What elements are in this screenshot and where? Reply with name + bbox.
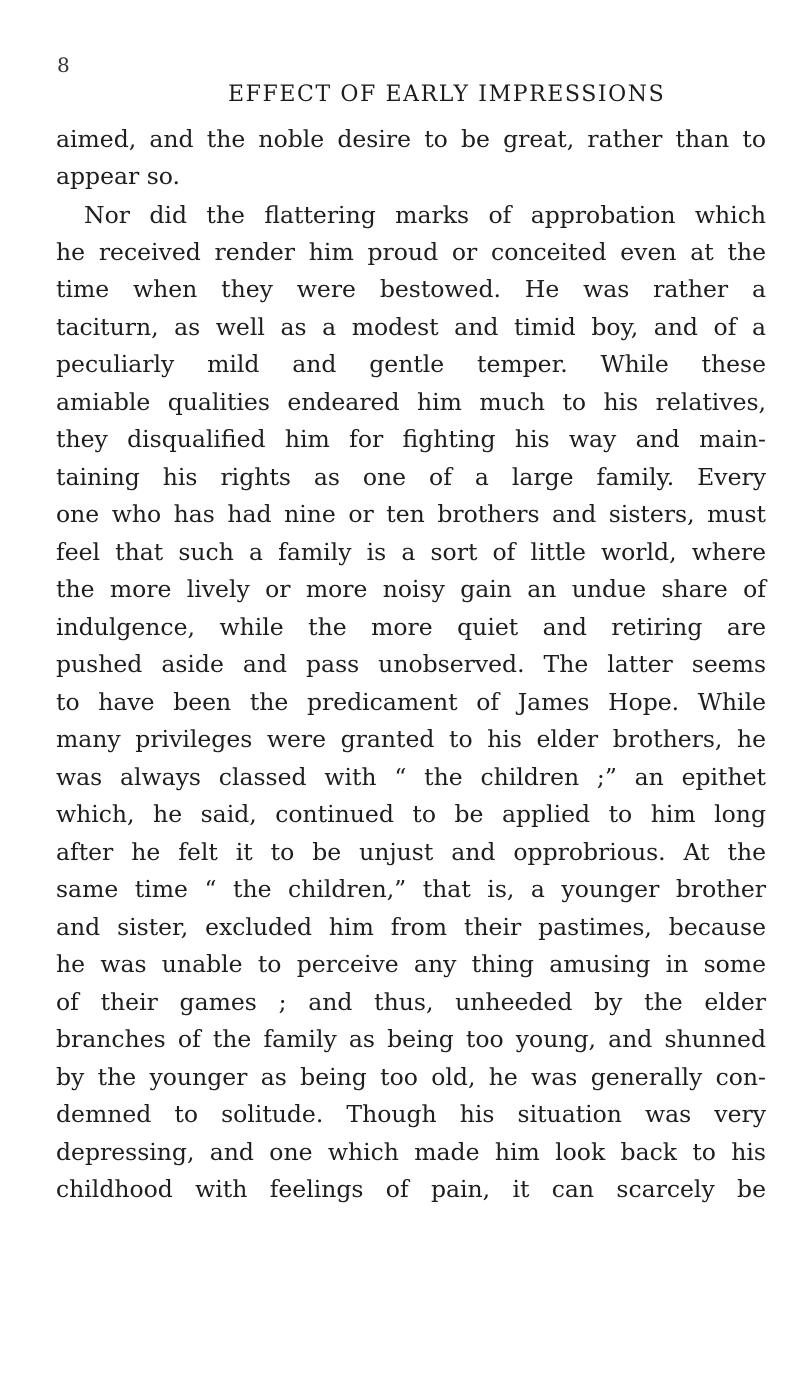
- text-line: many privileges were granted to his elder brothers, he: [56, 725, 766, 753]
- text-line: of their games ; and thus, unheeded by the elder: [56, 988, 766, 1016]
- text-line: aimed, and the noble desire to be great, rather than to: [56, 125, 766, 153]
- text-line: amiable qualities endeared him much to his relatives,: [56, 388, 766, 416]
- text-line: peculiarly mild and gentle temper. While these: [56, 350, 766, 378]
- page-number: 8: [57, 53, 70, 77]
- text-line: same time “ the children,” that is, a younger brother: [56, 875, 766, 903]
- text-line: was always classed with “ the children ;” an epithet: [56, 763, 766, 791]
- text-line: they disqualified him for fighting his way and main-: [56, 425, 766, 453]
- text-line: taciturn, as well as a modest and timid boy, and of a: [56, 313, 766, 341]
- text-line: which, he said, continued to be applied to him long: [56, 800, 766, 828]
- text-line: and sister, excluded him from their pastimes, because: [56, 913, 766, 941]
- text-line: branches of the family as being too young, and shunned: [56, 1025, 766, 1053]
- text-line: pushed aside and pass unobserved. The latter seems: [56, 650, 766, 678]
- text-line: Nor did the flattering marks of approbation which: [84, 201, 766, 229]
- text-line: appear so.: [56, 162, 180, 190]
- text-line: he was unable to perceive any thing amusing in some: [56, 950, 766, 978]
- running-title: EFFECT OF EARLY IMPRESSIONS: [228, 82, 666, 107]
- text-line: time when they were bestowed. He was rather a: [56, 275, 766, 303]
- text-line: after he felt it to be unjust and opprobrious. At the: [56, 838, 766, 866]
- text-line: childhood with feelings of pain, it can scarcely be: [56, 1175, 766, 1203]
- text-line: he received render him proud or conceited even at the: [56, 238, 766, 266]
- text-line: depressing, and one which made him look back to his: [56, 1138, 766, 1166]
- text-line: the more lively or more noisy gain an undue share of: [56, 575, 766, 603]
- text-line: demned to solitude. Though his situation was very: [56, 1100, 766, 1128]
- text-line: indulgence, while the more quiet and retiring are: [56, 613, 766, 641]
- text-line: feel that such a family is a sort of little world, where: [56, 538, 766, 566]
- text-line: taining his rights as one of a large family. Every: [56, 463, 766, 491]
- text-line: by the younger as being too old, he was generally con-: [56, 1063, 766, 1091]
- text-line: to have been the predicament of James Hope. While: [56, 688, 766, 716]
- text-line: one who has had nine or ten brothers and sisters, must: [56, 500, 766, 528]
